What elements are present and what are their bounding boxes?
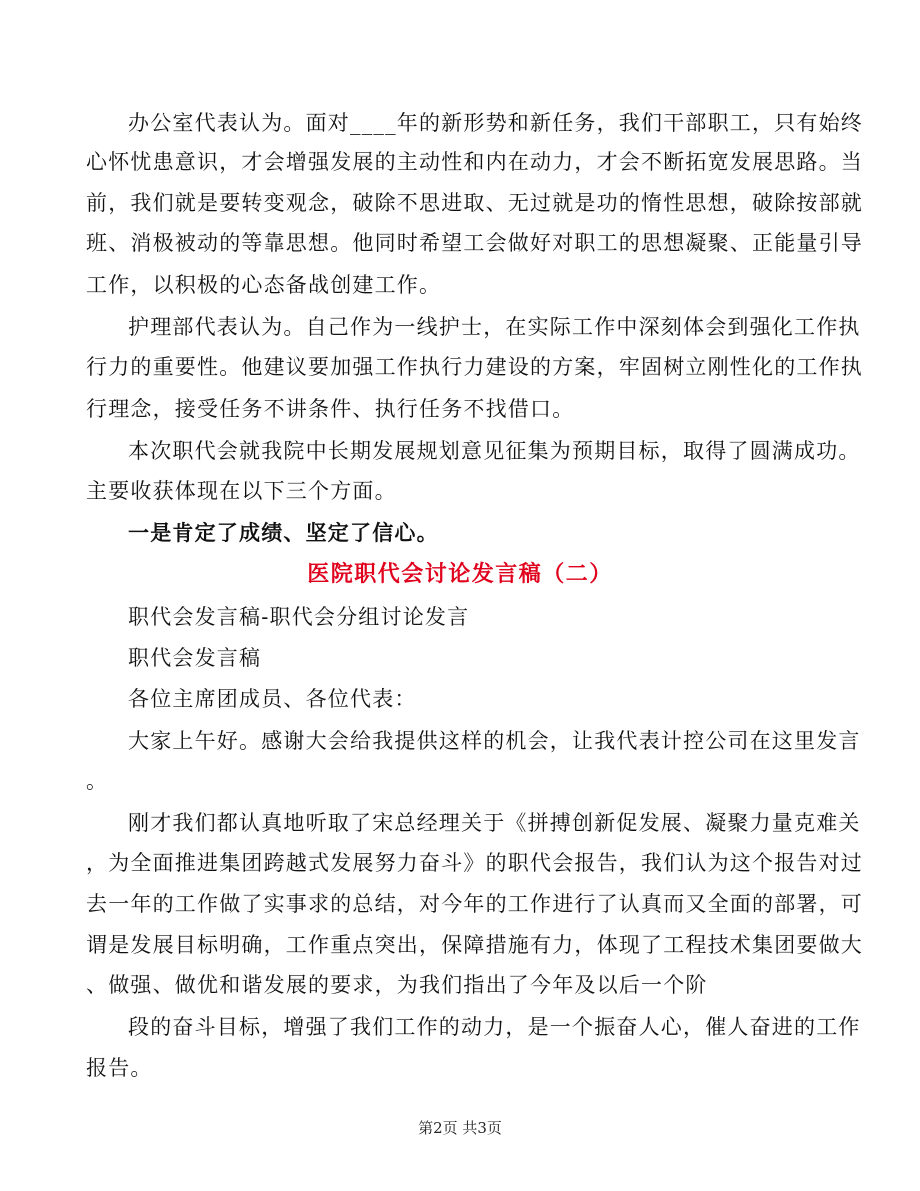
paragraph-line: 、做强、做优和谐发展的要求，为我们指出了今年及以后一个阶 [86,973,708,997]
paragraph-line: 报告。 [86,1056,153,1080]
paragraph-line: 行力的重要性。他建议要加强工作执行力建设的方案，牢固树立刚性化的工作执 [86,355,863,379]
salutation: 各位主席团成员、各位代表： [128,687,417,711]
paragraph-line: 行理念，接受任务不讲条件、执行任务不找借口。 [86,397,575,421]
paragraph-line: 。 [86,769,109,793]
paragraph-line: 段的奋斗目标，增强了我们工作的动力，是一个振奋人心，催人奋进的工作 [128,1015,861,1039]
paragraph-line: 大家上午好。感谢大会给我提供这样的机会，让我代表计控公司在这里发言 [128,729,861,753]
subtitle: 职代会发言稿-职代会分组讨论发言 [128,605,470,629]
section-title: 医院职代会讨论发言稿（二） [307,561,613,587]
paragraph-line: 刚才我们都认真地听取了宋总经理关于《拼搏创新促发展、凝聚力量克难关 [128,811,861,835]
paragraph-line: ，为全面推进集团跨越式发展努力奋斗》的职代会报告，我们认为这个报告对过 [86,851,863,875]
paragraph-line: 护理部代表认为。自己作为一线护士，在实际工作中深刻体会到强化工作执 [128,315,861,339]
paragraph-line: 办公室代表认为。面对____年的新形势和新任务，我们干部职工，只有始终 [128,111,863,135]
paragraph-line: 前，我们就是要转变观念，破除不思进取、无过就是功的惰性思想，破除按部就 [86,191,863,215]
paragraph-line: 班、消极被动的等靠思想。他同时希望工会做好对职工的思想凝聚、正能量引导 [86,231,863,255]
paragraph-line: 心怀忧患意识，才会增强发展的主动性和内在动力，才会不断拓宽发展思路。当 [86,150,863,174]
bold-point: 一是肯定了成绩、坚定了信心。 [128,520,439,545]
subtitle: 职代会发言稿 [128,646,262,670]
paragraph-line: 主要收获体现在以下三个方面。 [86,479,397,503]
page-footer: 第2页 共3页 [418,1119,502,1137]
paragraph-line: 本次职代会就我院中长期发展规划意见征集为预期目标，取得了圆满成功。 [128,439,861,463]
paragraph-line: 谓是发展目标明确，工作重点突出，保障措施有力，体现了工程技术集团要做大 [86,933,863,957]
paragraph-line: 去一年的工作做了实事求的总结，对今年的工作进行了认真而又全面的部署，可 [86,892,863,916]
paragraph-line: 工作，以积极的心态备战创建工作。 [86,273,442,297]
